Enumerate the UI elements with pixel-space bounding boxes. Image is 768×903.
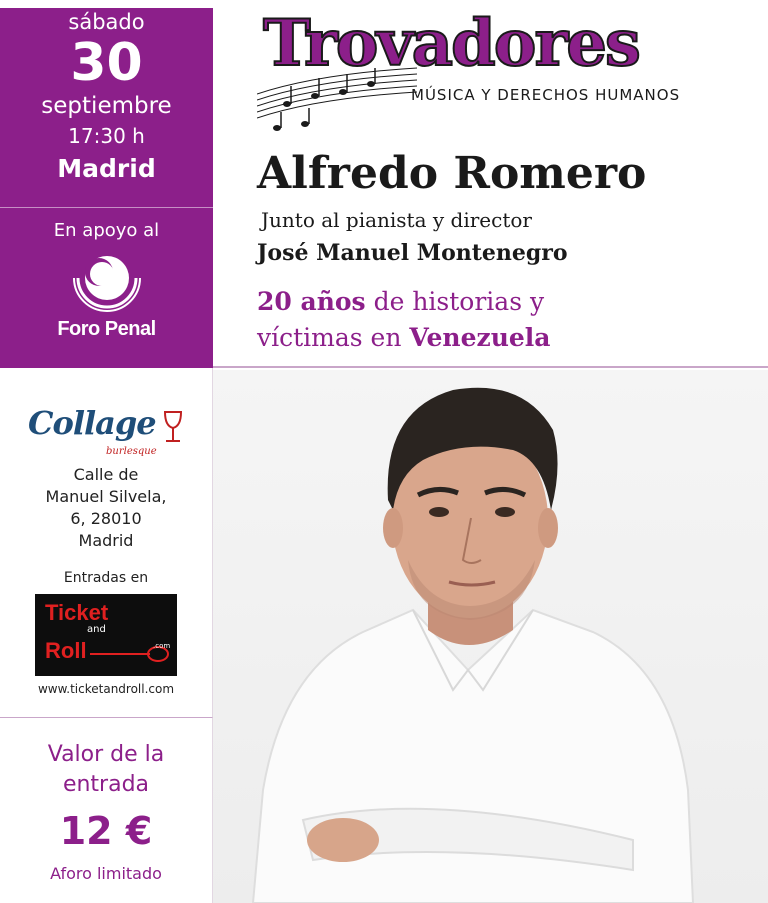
ticket-logo-com: .com	[153, 642, 171, 650]
venue-address-line: Manuel Silvela,	[45, 487, 167, 506]
tagline-text: de historias y	[365, 287, 545, 316]
event-date-panel	[0, 8, 213, 208]
venue-address-line: Madrid	[78, 531, 134, 550]
artist-photo	[213, 370, 768, 903]
foro-penal-logo-icon	[72, 248, 142, 314]
venue-panel	[0, 368, 213, 717]
music-staff-icon	[257, 64, 427, 136]
glass-icon	[162, 410, 184, 444]
collage-logo-sub: burlesque	[106, 446, 157, 457]
event-time: 17:30 h	[68, 124, 145, 148]
tickets-label: Entradas en	[63, 570, 149, 586]
artist-name: Alfredo Romero	[257, 148, 647, 199]
ticket-logo-line1: Ticket	[45, 600, 109, 625]
support-label: En apoyo al	[53, 220, 160, 241]
header-panel	[213, 0, 768, 368]
venue-address-line: Calle de	[73, 465, 139, 484]
with-line: Junto al pianista y director	[261, 208, 532, 232]
venue-address-line: 6, 28010	[70, 509, 142, 528]
tagline	[257, 284, 550, 356]
event-month: septiembre	[41, 93, 172, 119]
ticket-logo-line2: Roll	[45, 638, 87, 663]
foro-penal-name: Foro Penal	[57, 318, 156, 340]
artist-portrait-image	[213, 370, 768, 903]
tagline-bold-country: Venezuela	[409, 323, 551, 352]
ticket-and-roll-logo[interactable]	[35, 594, 177, 676]
left-column	[0, 0, 213, 903]
tagline-bold-years: 20 años	[257, 287, 366, 316]
price-label-line: entrada	[62, 772, 150, 797]
brand-subtitle: MÚSICA Y DERECHOS HUMANOS	[411, 86, 681, 104]
tagline-text: víctimas en	[257, 323, 410, 352]
collage-logo-text: Collage	[28, 404, 156, 442]
capacity-note: Aforo limitado	[50, 864, 162, 883]
director-name: José Manuel Montenegro	[257, 240, 568, 266]
venue-address	[0, 464, 212, 552]
event-city: Madrid	[57, 154, 156, 183]
event-day-name: sábado	[68, 10, 145, 34]
brand-title: Trovadores	[263, 6, 639, 81]
tickets-url-link[interactable]: www.ticketandroll.com	[37, 682, 175, 696]
support-panel	[0, 208, 213, 368]
price-label-line: Valor de la	[47, 742, 165, 767]
collage-logo	[26, 402, 186, 462]
event-day-number: 30	[70, 33, 143, 93]
price-panel	[0, 717, 213, 903]
price-label	[0, 740, 212, 800]
price-value: 12 €	[59, 809, 153, 853]
ticket-logo-and: and	[87, 624, 106, 635]
